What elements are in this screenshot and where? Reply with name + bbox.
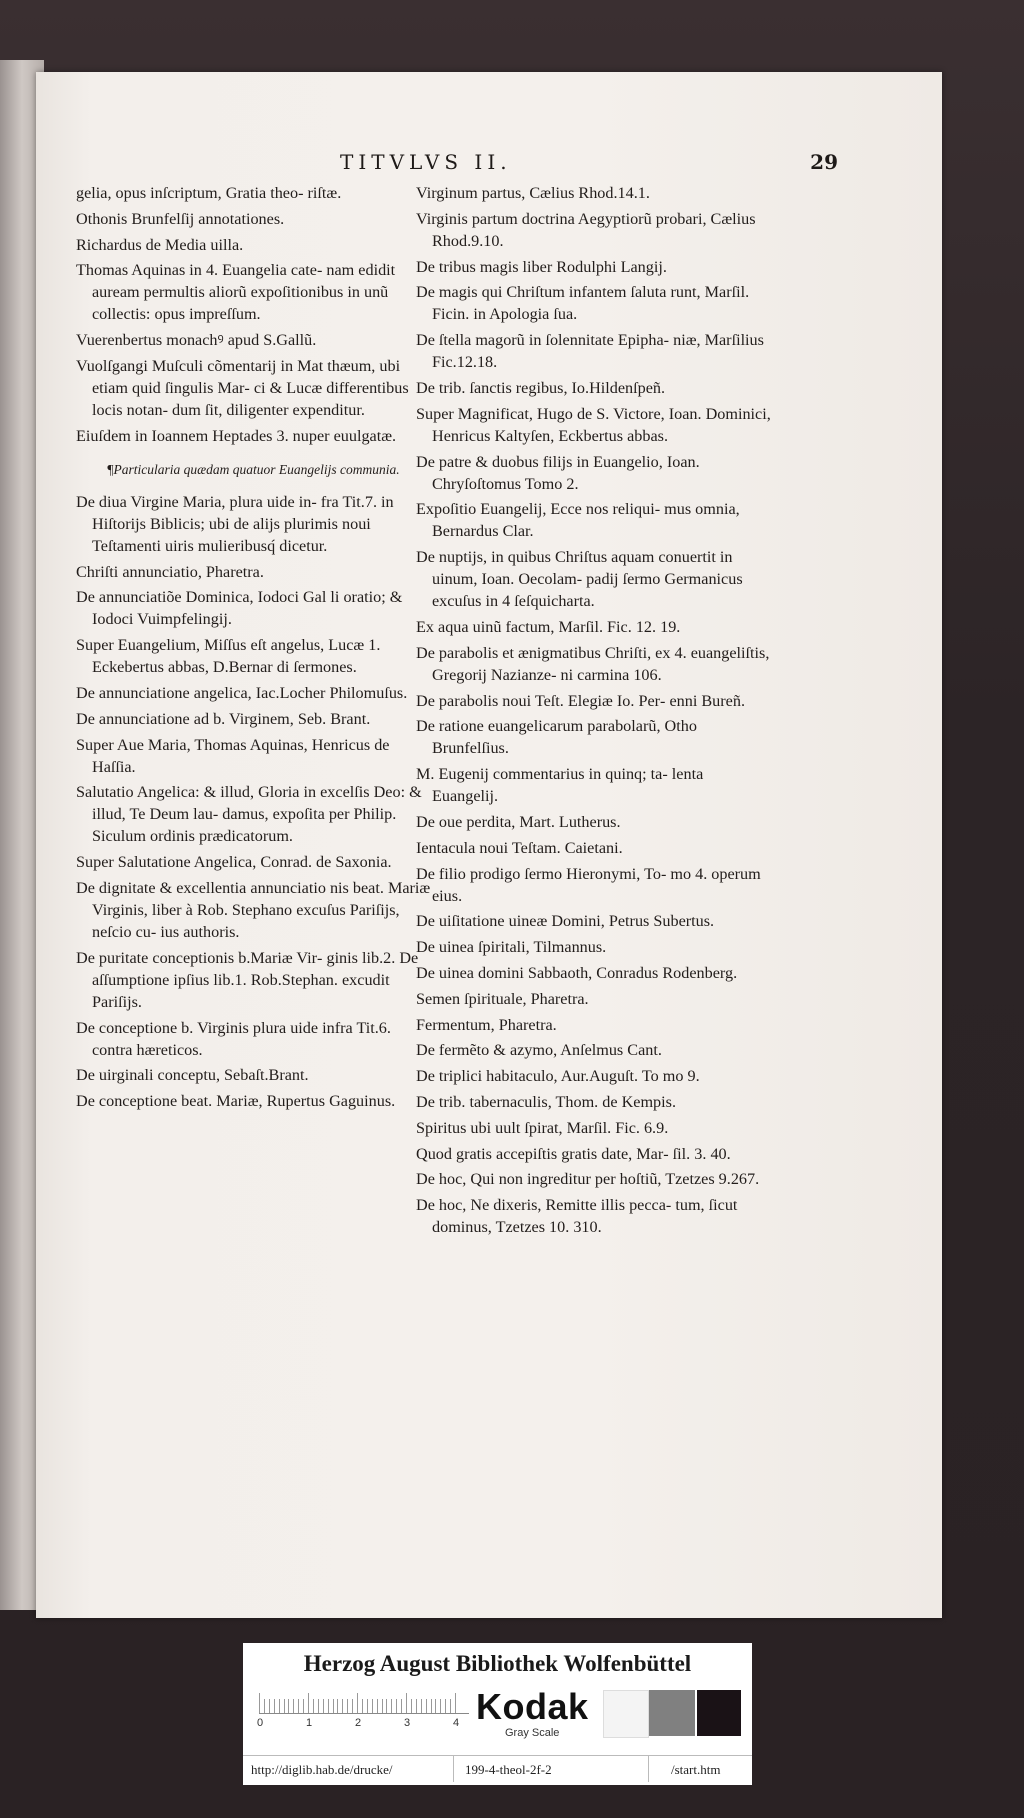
bibliography-entry: De trib. tabernaculis, Thom. de Kempis. — [416, 1092, 676, 1111]
bibliography-entry: Salutatio Angelica: & illud, Gloria in excelſis Deo: & illud, Te Deum lau‐ damus, expoſita per Philip. Siculum ordinis prædicatorum. — [76, 783, 422, 846]
bibliography-entry: Eiuſdem in Ioannem Heptades 3. nuper euulgatæ. — [76, 426, 397, 445]
bibliography-entry: Ex aqua uinũ factum, Marſil. Fic. 12. 19. — [416, 617, 681, 636]
running-head — [256, 150, 902, 180]
ruler-tick — [298, 1699, 299, 1713]
swatch-gray — [649, 1690, 695, 1736]
shelfmark: 199-4-theol-2f-2 — [465, 1762, 552, 1777]
bibliography-entry: De conceptione b. Virginis plura uide infra Tit.6. contra hæreticos. — [76, 1018, 391, 1059]
bibliography-entry: De parabolis et ænigmatibus Chriſti, ex 4. euangeliſtis, Gregorij Nazianze‐ ni carmina 106. — [416, 643, 770, 684]
bibliography-entry: Spiritus ubi uult ſpirat, Marſil. Fic. 6.9. — [416, 1118, 669, 1137]
color-target-card — [243, 1643, 752, 1785]
bibliography-entry: Thomas Aquinas in 4. Euangelia cate‐ nam edidit auream permultis aliorũ expoſitionibus in unũ collectis: opus impreſſum. — [76, 261, 396, 324]
page-number: 29 — [810, 150, 838, 174]
bibliography-entry: De triplici habitaculo, Aur.Auguſt. To mo 9. — [416, 1067, 700, 1086]
ruler-tick — [372, 1699, 373, 1713]
kodak-logo: Kodak — [476, 1686, 589, 1727]
bibliography-entry: Super Salutatione Angelica, Conrad. de Saxonia. — [76, 853, 392, 872]
swatch-black — [697, 1690, 741, 1736]
ruler-tick — [435, 1699, 436, 1713]
bibliography-entry: De annunciatiõe Dominica, Iodoci Gal li oratio; & Iodoci Vuimpfelingij. — [76, 588, 403, 629]
divider — [453, 1756, 454, 1782]
ruler-tick — [269, 1699, 270, 1713]
ruler-tick — [323, 1699, 324, 1713]
bibliography-entry: Expoſitio Euangelij, Ecce nos reliqui‐ mus omnia, Bernardus Clar. — [416, 500, 740, 541]
bibliography-entry: Chriſti annunciatio, Pharetra. — [76, 562, 264, 581]
ruler-label: 4 — [453, 1717, 460, 1729]
ruler-tick — [431, 1699, 432, 1713]
bibliography-entry: Quod gratis accepiſtis gratis date, Mar‐ ſil. 3. 40. — [416, 1144, 731, 1163]
ruler-tick — [347, 1699, 348, 1713]
ruler-tick — [382, 1699, 383, 1713]
ruler-tick — [421, 1699, 422, 1713]
bibliography-entry: Ientacula noui Teſtam. Caietani. — [416, 838, 623, 857]
ruler-tick — [318, 1699, 319, 1713]
start-link[interactable]: /start.htm — [671, 1762, 721, 1777]
ruler-tick — [313, 1699, 314, 1713]
ruler-tick — [411, 1699, 412, 1713]
ruler-label: 0 — [257, 1717, 264, 1729]
bibliography-entry: De nuptijs, in quibus Chriſtus aquam conuertit in uinum, Ioan. Oecolam‐ padij ſermo Germanicus excuſus in 4 ſeſquicharta. — [416, 548, 743, 611]
bibliography-entry: Vuolſgangi Muſculi cõmentarij in Mat thæum, ubi etiam quid ſingulis Mar‐ ci & Lucæ differentibus locis notan‐ dum ſit, diligenter expenditur. — [76, 356, 409, 419]
ruler-labels — [257, 1717, 467, 1733]
ruler-tick — [284, 1699, 285, 1713]
ruler-tick — [401, 1699, 402, 1713]
bibliography-entry: Virginum partus, Cælius Rhod.14.1. — [416, 184, 650, 202]
running-title: TITVLVS II. — [340, 150, 512, 174]
bibliography-entry: De patre & duobus filijs in Euangelio, Ioan. Chryſoſtomus Tomo 2. — [416, 452, 700, 493]
bibliography-entry: De trib. ſanctis regibus, Io.Hildenſpeñ. — [416, 378, 666, 397]
ruler-tick — [279, 1699, 280, 1713]
link-row — [243, 1755, 752, 1782]
url-link[interactable]: http://diglib.hab.de/drucke/ — [251, 1762, 393, 1777]
ruler-tick — [337, 1699, 338, 1713]
ruler-tick — [426, 1699, 427, 1713]
book-page — [36, 72, 942, 1618]
ruler-tick — [342, 1699, 343, 1713]
bibliography-entry: De hoc, Ne dixeris, Remitte illis pecca‐ tum, ſicut dominus, Tzetzes 10. 310. — [416, 1196, 738, 1237]
ruler-label: 2 — [355, 1717, 362, 1729]
bibliography-entry: Virginis partum doctrina Aegyptiorũ probari, Cælius Rhod.9.10. — [416, 209, 756, 250]
bibliography-entry: De filio prodigo ſermo Hieronymi, To‐ mo 4. operum eius. — [416, 864, 761, 905]
bibliography-entry: Fermentum, Pharetra. — [416, 1015, 557, 1034]
ruler-tick — [274, 1699, 275, 1713]
bibliography-entry: De hoc, Qui non ingreditur per hoſtiũ, Tzetzes 9.267. — [416, 1170, 760, 1189]
gray-scale-label: Gray Scale — [505, 1727, 560, 1739]
bibliography-entry: gelia, opus inſcriptum, Gratia theo‐ riſtæ. — [76, 184, 342, 202]
ruler-label: 3 — [404, 1717, 411, 1729]
ruler-tick — [440, 1699, 441, 1713]
bibliography-entry: Richardus de Media uilla. — [76, 235, 244, 254]
ruler-tick — [406, 1693, 407, 1713]
ruler-tick — [352, 1699, 353, 1713]
bibliography-entry: De tribus magis liber Rodulphi Langij. — [416, 257, 667, 276]
ruler-tick — [367, 1699, 368, 1713]
ruler-tick — [416, 1699, 417, 1713]
swatch-white — [603, 1690, 649, 1738]
ruler-tick — [288, 1699, 289, 1713]
bibliography-entry: De conceptione beat. Mariæ, Rupertus Gaguinus. — [76, 1092, 396, 1111]
bibliography-entry: De oue perdita, Mart. Lutherus. — [416, 812, 621, 831]
bibliography-entry: De puritate conceptionis b.Mariæ Vir‐ ginis lib.2. De aſſumptione ipſius lib.1. Rob.Stephan. excudit Pariſijs. — [76, 948, 419, 1011]
ruler-tick — [391, 1699, 392, 1713]
ruler-tick — [362, 1699, 363, 1713]
gray-swatches — [603, 1690, 743, 1736]
ruler-tick — [264, 1699, 265, 1713]
bibliography-entry: De parabolis noui Teſt. Elegiæ Io. Per‐ enni Bureñ. — [416, 691, 745, 710]
section-subheading: ¶Particularia quædam quatuor Euangelijs communia. — [107, 461, 400, 477]
ruler-tick — [455, 1693, 456, 1713]
ruler-tick — [377, 1699, 378, 1713]
bibliography-entry: Super Magnificat, Hugo de S. Victore, Ioan. Dominici, Henricus Kaltyſen, Eckbertus abbas. — [416, 404, 771, 445]
ruler-tick — [333, 1699, 334, 1713]
ruler-label: 1 — [306, 1717, 313, 1729]
bibliography-entry: Super Aue Maria, Thomas Aquinas, Henricus de Haſſia. — [76, 735, 390, 776]
bibliography-entry: De uinea domini Sabbaoth, Conradus Rodenberg. — [416, 963, 738, 982]
ruler — [259, 1691, 469, 1714]
ruler-tick — [445, 1699, 446, 1713]
bibliography-entry: De magis qui Chriſtum infantem ſaluta runt, Marſil. Ficin. in Apologia ſua. — [416, 283, 750, 324]
bibliography-entry: De ſtella magorũ in ſolennitate Epipha‐ niæ, Marſilius Fic.12.18. — [416, 331, 764, 372]
bibliography-entry: De uiſitatione uineæ Domini, Petrus Subertus. — [416, 912, 715, 931]
bibliography-entry: Vuerenbertus monachꝰ apud S.Gallũ. — [76, 331, 317, 350]
bibliography-entry: De dignitate & excellentia annunciatio nis beat. Mariæ Virginis, liber à Rob. Stephano excuſus Pariſijs, neſcio cu‐ ius authoris. — [76, 878, 431, 941]
bibliography-entry: M. Eugenij commentarius in quinq; ta‐ lenta Euangelij. — [416, 765, 704, 806]
ruler-tick — [328, 1699, 329, 1713]
ruler-tick — [396, 1699, 397, 1713]
bibliography-entry: De uirginali conceptu, Sebaſt.Brant. — [76, 1066, 309, 1085]
bibliography-entry: De annunciatione ad b. Virginem, Seb. Brant. — [76, 709, 371, 728]
left-column — [76, 182, 431, 1116]
bibliography-entry: De fermẽto & azymo, Anſelmus Cant. — [416, 1041, 662, 1060]
divider — [648, 1756, 649, 1782]
right-column — [416, 182, 771, 1242]
ruler-tick — [259, 1693, 260, 1713]
pilcrow-icon: ¶ — [107, 461, 114, 477]
bibliography-entry: Othonis Brunfelſij annotationes. — [76, 209, 285, 228]
ruler-tick — [303, 1699, 304, 1713]
bibliography-entry: De uinea ſpiritali, Tilmannus. — [416, 938, 607, 957]
ruler-tick — [386, 1699, 387, 1713]
bibliography-entry: Super Euangelium, Miſſus eſt angelus, Lucæ 1. Eckebertus abbas, D.Bernar di ſermones. — [76, 636, 381, 677]
bibliography-entry: Semen ſpirituale, Pharetra. — [416, 989, 589, 1008]
bibliography-entry: De ratione euangelicarum parabolarũ, Otho Brunfelſius. — [416, 717, 697, 758]
bibliography-entry: De annunciatione angelica, Iac.Locher Philomuſus. — [76, 683, 408, 702]
ruler-tick — [357, 1693, 358, 1713]
ruler-tick — [450, 1699, 451, 1713]
ruler-tick — [293, 1699, 294, 1713]
ruler-tick — [308, 1693, 309, 1713]
library-name: Herzog August Bibliothek Wolfenbüttel — [303, 1651, 692, 1676]
bibliography-entry: De diua Virgine Maria, plura uide in‐ fra Tit.7. in Hiſtorijs Biblicis; ubi de alijs plurimis noui Teſtamenti uiris mulieribusq́ dicetur. — [76, 492, 394, 555]
